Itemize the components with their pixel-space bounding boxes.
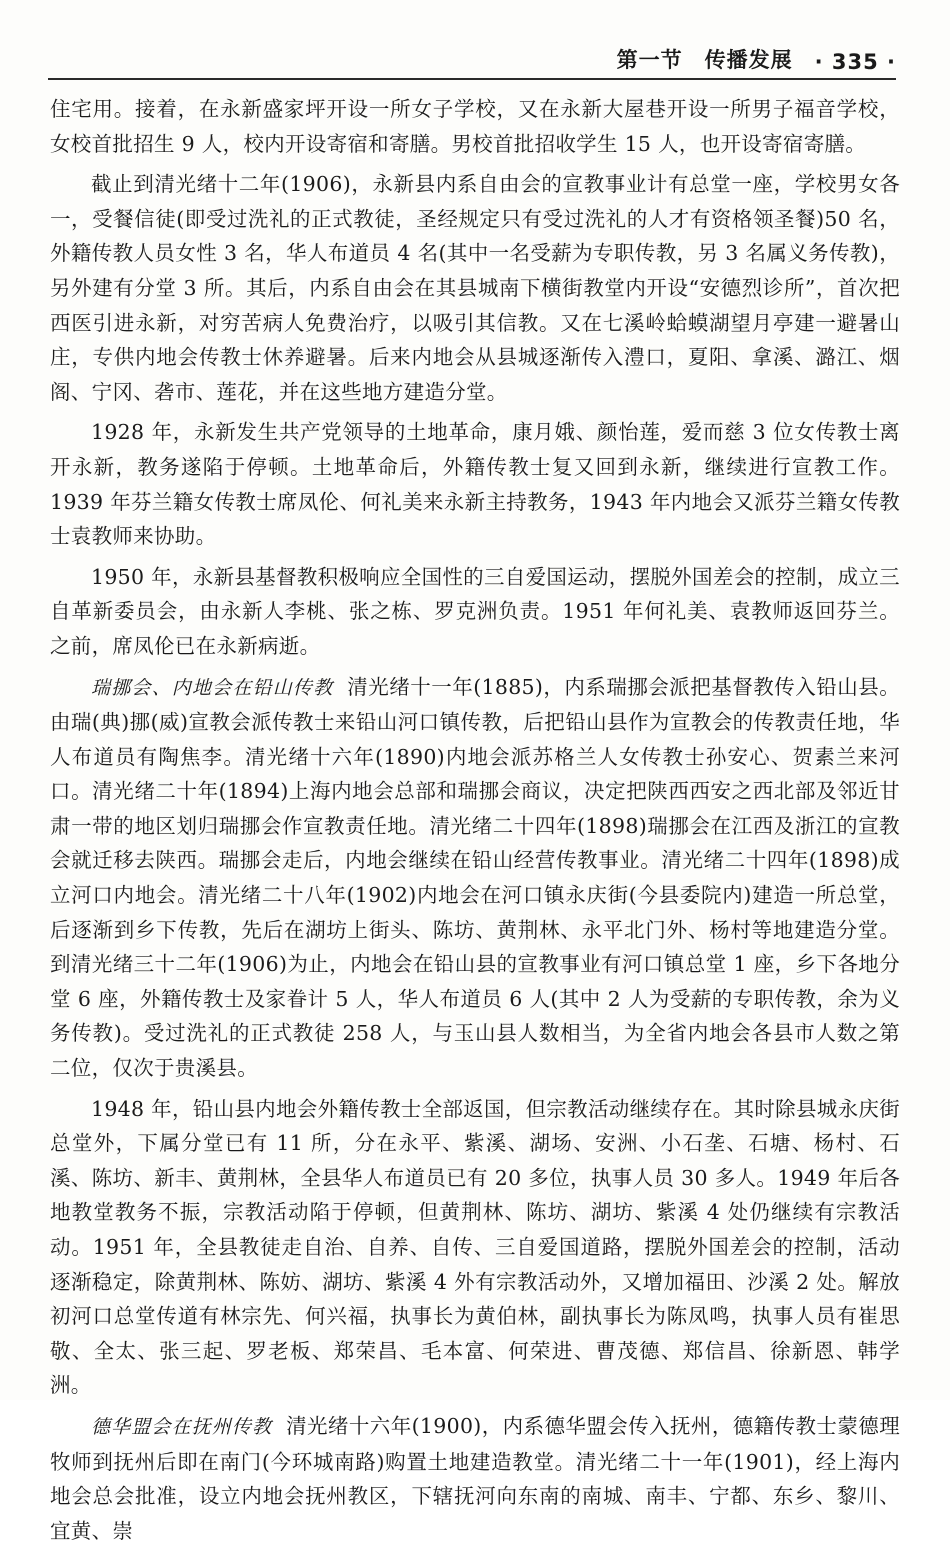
body-text <box>50 92 900 1554</box>
paragraph: 截止到清光绪十二年(1906)，永新县内系自由会的宣教事业计有总堂一座，学校男女各一，受餐信徒(即受过洗礼的正式教徒，圣经规定只有受过洗礼的人才有资格领圣餐)50 名，外籍传教人员女性 3 名，华人布道员 4 名(其中一名受薪为专职传教，另 3 名属义务传教)，另外建有分堂 3 所。其后，内系自由会在其县城南下横街教堂内开设“安德烈诊所”，首次把西医引进永新，对穷苦病人免费治疗，以吸引其信教。又在七溪岭蛤蟆湖望月亭建一避暑山庄，专供内地会传教士休养避暑。后来内地会从县城逐渐传入澧口，夏阳、拿溪、潞江、烟阁、宁冈、砻市、莲花，并在这些地方建造分堂。 <box>50 172 900 404</box>
subsection-heading: 德华盟会在抚州传教 <box>91 1415 273 1438</box>
paragraph-text: 清光绪十一年(1885)，内系瑞挪会派把基督教传入铅山县。由瑞(典)挪(威)宣教会派传教士来铅山河口镇传教，后把铅山县作为宣教会的传教责任地，华人布道员有陶焦李。清光绪十六年(1890)内地会派苏格兰人女传教士孙安心、贺素兰来河口。清光绪二十年(1894)上海内地会总部和瑞挪会商议，决定把陕西西安之西北部及邻近甘肃一带的地区划归瑞挪会作宣教责任地。清光绪二十四年(1898)瑞挪会在江西及浙江的宣教会就迁移去陕西。瑞挪会走后，内地会继续在铅山经营传教事业。清光绪二十四年(1898)成立河口内地会。清光绪二十八年(1902)内地会在河口镇永庆街(今县委院内)建造一所总堂，后逐渐到乡下传教，先后在湖坊上街头、陈坊、黄荆林、永平北门外、杨村等地建造分堂。到清光绪三十二年(1906)为止，内地会在铅山县的宣教事业有河口镇总堂 1 座，乡下各地分堂 6 座，外籍传教士及家眷计 5 人，华人布道员 6 人(其中 2 人为受薪的专职传教，余为义务传教)。受过洗礼的正式教徒 258 人，与玉山县人数相当，为全省内地会各县市人数之第二位，仅次于贵溪县。 <box>50 674 900 1081</box>
paragraph <box>50 1409 900 1548</box>
paragraph: 住宅用。接着，在永新盛家坪开设一所女子学校，又在永新大屋巷开设一所男子福音学校，女校首批招生 9 人，校内开设寄宿和寄膳。男校首批招收学生 15 人，也开设寄宿寄膳。 <box>50 97 900 156</box>
section-label: 第一节 <box>616 48 683 72</box>
running-header <box>48 44 896 80</box>
subsection-heading: 瑞挪会、内地会在铅山传教 <box>91 676 334 699</box>
page-number: · 335 · <box>814 50 896 74</box>
paragraph <box>50 670 900 1086</box>
section-title: 传播发展 <box>704 48 793 72</box>
paragraph: 1928 年，永新发生共产党领导的土地革命，康月娥、颜怡莲，爱而慈 3 位女传教士离开永新，教务遂陷于停顿。土地革命后，外籍传教士复又回到永新，继续进行宣教工作。1939 年芬兰籍女传教士席凤伦、何礼美来永新主持教务，1943 年内地会又派芬兰籍女传教士袁教师来协助。 <box>50 420 900 549</box>
paragraph: 1948 年，铅山县内地会外籍传教士全部返国，但宗教活动继续存在。其时除县城永庆街总堂外，下属分堂已有 11 所，分在永平、紫溪、湖场、安洲、小石垄、石塘、杨村、石溪、陈坊、新丰、黄荆林，全县华人布道员已有 20 多位，执事人员 30 多人。1949 年后各地教堂教务不振，宗教活动陷于停顿，但黄荆林、陈坊、湖坊、紫溪 4 处仍继续有宗教活动。1951 年，全县教徒走自治、自养、自传、三自爱国道路，摆脱外国差会的控制，活动逐渐稳定，除黄荆林、陈妨、湖坊、紫溪 4 外有宗教活动外，又增加福田、沙溪 2 处。解放初河口总堂传道有林宗先、何兴福，执事长为黄伯林，副执事长为陈凤鸣，执事人员有崔思敬、全太、张三起、罗老板、郑荣昌、毛本富、何荣进、曹茂德、郑信昌、徐新恩、韩学洲。 <box>50 1096 900 1398</box>
paragraph-text: 清光绪十六年(1900)，内系德华盟会传入抚州，德籍传教士蒙德理牧师到抚州后即在南门(今环城南路)购置土地建造教堂。清光绪二十一年(1901)，经上海内地会总会批准，设立内地会抚州教区，下辖抚河向东南的南城、南丰、宁都、东乡、黎川、宜黄、崇 <box>50 1413 900 1543</box>
paragraph: 1950 年，永新县基督教积极响应全国性的三自爱国运动，摆脱外国差会的控制，成立三自革新委员会，由永新人李桃、张之栋、罗克洲负责。1951 年何礼美、袁教师返回芬兰。之前，席凤伦已在永新病逝。 <box>50 564 900 658</box>
